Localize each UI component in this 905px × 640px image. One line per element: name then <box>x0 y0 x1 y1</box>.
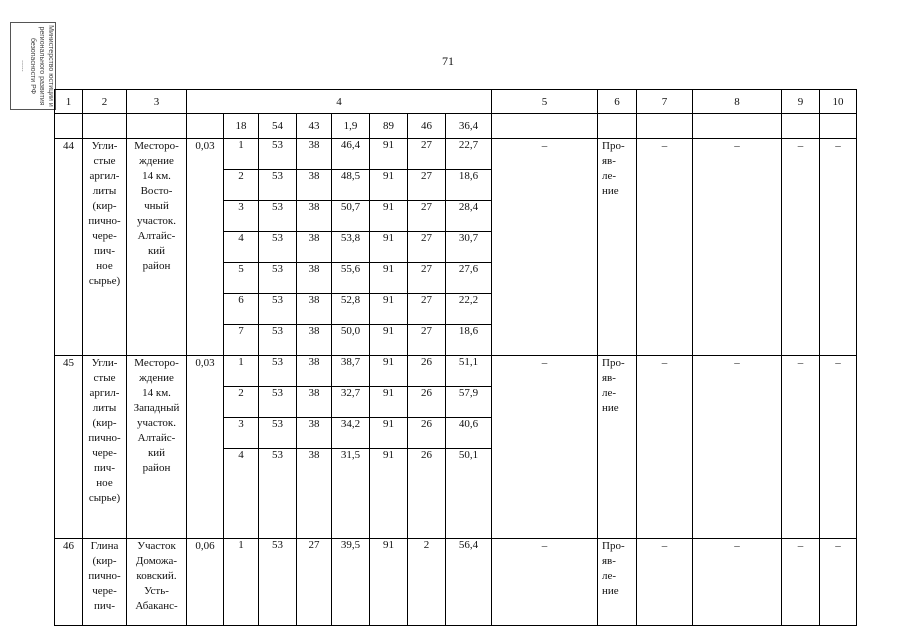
occurrence-label-line: Про- <box>602 540 625 552</box>
subheader-cell: 1,9 <box>332 114 370 139</box>
material-name-line: Глина <box>90 540 119 552</box>
column-9-cell: – <box>782 139 820 356</box>
sample-cell: 1 <box>224 139 259 170</box>
header-cell: 6 <box>598 90 637 114</box>
sample-cell: 18,6 <box>446 170 492 201</box>
material-name-line: чере- <box>92 230 117 242</box>
sample-cell: 38 <box>297 449 332 539</box>
table-row <box>55 539 857 626</box>
deposit-location <box>127 139 187 356</box>
material-name-line: чере- <box>92 447 117 459</box>
value-cell: 0,03 <box>187 139 224 356</box>
sample-cell: 48,5 <box>332 170 370 201</box>
deposit-location-line: Восто- <box>140 185 173 197</box>
sample-cell: 91 <box>370 449 408 539</box>
sample-cell: 26 <box>408 418 446 449</box>
empty-cell <box>492 114 598 139</box>
empty-cell <box>637 114 693 139</box>
empty-cell <box>127 114 187 139</box>
value-cell: 0,03 <box>187 356 224 539</box>
header-cell: 5 <box>492 90 598 114</box>
sample-cell: 39,5 <box>332 539 370 626</box>
subheader-row <box>55 114 857 139</box>
material-name-line: пич- <box>94 600 115 612</box>
sample-cell: 31,5 <box>332 449 370 539</box>
column-7-cell: – <box>637 539 693 626</box>
sample-cell: 2 <box>408 539 446 626</box>
sample-cell: 2 <box>224 387 259 418</box>
occurrence-label-line: ле- <box>602 387 617 399</box>
material-name <box>83 539 127 626</box>
deposit-location-line: 14 км. <box>142 170 171 182</box>
subheader-cell: 36,4 <box>446 114 492 139</box>
occurrence-label-line: яв- <box>602 555 616 567</box>
header-cell: 1 <box>55 90 83 114</box>
sample-cell: 38 <box>297 139 332 170</box>
sample-cell: 22,2 <box>446 294 492 325</box>
header-row <box>55 90 857 114</box>
deposit-location-line: Доможа- <box>135 555 178 567</box>
header-cell: 7 <box>637 90 693 114</box>
material-name-line: (кир- <box>92 200 117 212</box>
sample-cell: 53 <box>259 539 297 626</box>
material-name-line: аргил- <box>89 170 120 182</box>
column-10-cell: – <box>820 539 857 626</box>
sample-cell: 38 <box>297 263 332 294</box>
material-name-line: литы <box>92 185 117 197</box>
sample-cell: 91 <box>370 387 408 418</box>
empty-cell <box>598 114 637 139</box>
deposit-location-line: участок. <box>136 215 177 227</box>
row-number: 44 <box>55 139 83 356</box>
material-name-line: ное <box>96 477 113 489</box>
sample-cell: 50,1 <box>446 449 492 539</box>
material-name-line: чере- <box>92 585 117 597</box>
sample-cell: 57,9 <box>446 387 492 418</box>
sample-cell: 38 <box>297 170 332 201</box>
column-9-cell: – <box>782 356 820 539</box>
material-name-line: Угли- <box>91 357 118 369</box>
deposit-location-line: Участок <box>137 540 176 552</box>
subheader-cell: 43 <box>297 114 332 139</box>
sample-cell: 56,4 <box>446 539 492 626</box>
material-name-line: стые <box>93 155 116 167</box>
sample-cell: 34,2 <box>332 418 370 449</box>
sample-cell: 3 <box>224 418 259 449</box>
sample-cell: 53,8 <box>332 232 370 263</box>
sample-cell: 40,6 <box>446 418 492 449</box>
material-name-line: сырье) <box>88 492 121 504</box>
row-number: 46 <box>55 539 83 626</box>
column-10-cell: – <box>820 356 857 539</box>
column-6-cell <box>598 539 637 626</box>
sample-cell: 38 <box>297 325 332 356</box>
occurrence-label-line: Про- <box>602 357 625 369</box>
sample-cell: 53 <box>259 263 297 294</box>
header-cell: 8 <box>693 90 782 114</box>
column-7-cell: – <box>637 139 693 356</box>
data-table <box>54 89 857 626</box>
sample-cell: 22,7 <box>446 139 492 170</box>
sample-cell: 32,7 <box>332 387 370 418</box>
sample-cell: 55,6 <box>332 263 370 294</box>
deposit-location-line: Западный <box>133 402 180 414</box>
sample-cell: 50,7 <box>332 201 370 232</box>
sample-cell: 91 <box>370 356 408 387</box>
occurrence-label-line: яв- <box>602 155 616 167</box>
occurrence-label-line: ние <box>602 185 619 197</box>
sample-cell: 26 <box>408 387 446 418</box>
deposit-location-line: Абаканс- <box>135 600 178 612</box>
deposit-location-line: ждение <box>139 372 174 384</box>
sample-cell: 53 <box>259 387 297 418</box>
sample-cell: 53 <box>259 294 297 325</box>
occurrence-label-line: ние <box>602 402 619 414</box>
column-5-cell: – <box>492 139 598 356</box>
subheader-cell: 46 <box>408 114 446 139</box>
stamp-line: Министерство юстиции и <box>47 25 54 107</box>
deposit-location <box>127 539 187 626</box>
sample-cell: 50,0 <box>332 325 370 356</box>
empty-cell <box>782 114 820 139</box>
column-6-cell <box>598 356 637 539</box>
material-name-line: (кир- <box>92 417 117 429</box>
column-8-cell: – <box>693 356 782 539</box>
sample-cell: 2 <box>224 170 259 201</box>
header-cell: 9 <box>782 90 820 114</box>
sample-cell: 4 <box>224 232 259 263</box>
sample-cell: 91 <box>370 263 408 294</box>
sample-cell: 53 <box>259 449 297 539</box>
sample-cell: 28,4 <box>446 201 492 232</box>
deposit-location-line: Алтайс- <box>137 432 176 444</box>
sample-cell: 27 <box>408 232 446 263</box>
material-name-line: пично- <box>88 215 121 227</box>
table-row <box>55 356 857 387</box>
occurrence-label-line: ние <box>602 585 619 597</box>
material-name <box>83 356 127 539</box>
sample-cell: 52,8 <box>332 294 370 325</box>
stamp-line: безопасности РФ <box>29 37 36 95</box>
registration-stamp <box>10 22 56 110</box>
deposit-location-line: ковский. <box>136 570 177 582</box>
header-cell: 4 <box>187 90 492 114</box>
deposit-location-line: кий <box>147 447 166 459</box>
deposit-location-line: участок. <box>136 417 177 429</box>
occurrence-label-line: Про- <box>602 140 625 152</box>
material-name-line: литы <box>92 402 117 414</box>
material-name-line: пично- <box>88 570 121 582</box>
sample-cell: 91 <box>370 294 408 325</box>
sample-cell: 53 <box>259 139 297 170</box>
sample-cell: 46,4 <box>332 139 370 170</box>
empty-cell <box>187 114 224 139</box>
sample-cell: 7 <box>224 325 259 356</box>
stamp-line: регионального развития <box>38 26 45 106</box>
sample-cell: 27 <box>297 539 332 626</box>
occurrence-label-line: ле- <box>602 570 617 582</box>
column-5-cell: – <box>492 356 598 539</box>
value-cell: 0,06 <box>187 539 224 626</box>
subheader-cell: 54 <box>259 114 297 139</box>
sample-cell: 27 <box>408 294 446 325</box>
column-6-cell <box>598 139 637 356</box>
deposit-location-line: район <box>142 260 171 272</box>
deposit-location-line: кий <box>147 245 166 257</box>
deposit-location <box>127 356 187 539</box>
page-number: 71 <box>442 54 454 68</box>
subheader-cell: 18 <box>224 114 259 139</box>
empty-cell <box>55 114 83 139</box>
sample-cell: 91 <box>370 201 408 232</box>
sample-cell: 53 <box>259 356 297 387</box>
material-name-line: аргил- <box>89 387 120 399</box>
sample-cell: 38,7 <box>332 356 370 387</box>
sample-cell: 91 <box>370 170 408 201</box>
deposit-location-line: Месторо- <box>134 140 179 152</box>
deposit-location-line: ждение <box>139 155 174 167</box>
material-name <box>83 139 127 356</box>
stamp-line: ...... <box>20 60 27 72</box>
subheader-cell: 89 <box>370 114 408 139</box>
column-10-cell: – <box>820 139 857 356</box>
sample-cell: 26 <box>408 356 446 387</box>
sample-cell: 5 <box>224 263 259 294</box>
sample-cell: 6 <box>224 294 259 325</box>
stamp-text <box>19 23 55 109</box>
material-name-line: ное <box>96 260 113 272</box>
sample-cell: 27 <box>408 263 446 294</box>
sample-cell: 91 <box>370 539 408 626</box>
material-name-line: (кир- <box>92 555 117 567</box>
sample-cell: 1 <box>224 539 259 626</box>
material-name-line: пич- <box>94 245 115 257</box>
deposit-location-line: Месторо- <box>134 357 179 369</box>
sample-cell: 38 <box>297 201 332 232</box>
sample-cell: 18,6 <box>446 325 492 356</box>
material-name-line: пич- <box>94 462 115 474</box>
sample-cell: 26 <box>408 449 446 539</box>
column-7-cell: – <box>637 356 693 539</box>
sample-cell: 53 <box>259 201 297 232</box>
material-name-line: пично- <box>88 432 121 444</box>
sample-cell: 27 <box>408 139 446 170</box>
sample-cell: 53 <box>259 325 297 356</box>
table-row <box>55 139 857 170</box>
empty-cell <box>83 114 127 139</box>
column-8-cell: – <box>693 139 782 356</box>
sample-cell: 38 <box>297 387 332 418</box>
row-number: 45 <box>55 356 83 539</box>
column-9-cell: – <box>782 539 820 626</box>
sample-cell: 27 <box>408 325 446 356</box>
sample-cell: 1 <box>224 356 259 387</box>
sample-cell: 91 <box>370 418 408 449</box>
sample-cell: 38 <box>297 294 332 325</box>
sample-cell: 27 <box>408 170 446 201</box>
sample-cell: 53 <box>259 418 297 449</box>
sample-cell: 91 <box>370 325 408 356</box>
sample-cell: 91 <box>370 232 408 263</box>
empty-cell <box>693 114 782 139</box>
sample-cell: 27 <box>408 201 446 232</box>
header-cell: 10 <box>820 90 857 114</box>
sample-cell: 30,7 <box>446 232 492 263</box>
header-cell: 2 <box>83 90 127 114</box>
deposit-location-line: чный <box>144 200 169 212</box>
material-name-line: стые <box>93 372 116 384</box>
sample-cell: 38 <box>297 356 332 387</box>
column-5-cell: – <box>492 539 598 626</box>
sample-cell: 51,1 <box>446 356 492 387</box>
deposit-location-line: район <box>142 462 171 474</box>
empty-cell <box>820 114 857 139</box>
sample-cell: 27,6 <box>446 263 492 294</box>
sample-cell: 91 <box>370 139 408 170</box>
sample-cell: 53 <box>259 232 297 263</box>
sample-cell: 53 <box>259 170 297 201</box>
deposit-location-line: Алтайс- <box>137 230 176 242</box>
material-name-line: сырье) <box>88 275 121 287</box>
sample-cell: 3 <box>224 201 259 232</box>
sample-cell: 4 <box>224 449 259 539</box>
sample-cell: 38 <box>297 232 332 263</box>
occurrence-label-line: яв- <box>602 372 616 384</box>
deposit-location-line: 14 км. <box>142 387 171 399</box>
deposit-location-line: Усть- <box>144 585 169 597</box>
occurrence-label-line: ле- <box>602 170 617 182</box>
material-name-line: Угли- <box>91 140 118 152</box>
column-8-cell: – <box>693 539 782 626</box>
header-cell: 3 <box>127 90 187 114</box>
sample-cell: 38 <box>297 418 332 449</box>
